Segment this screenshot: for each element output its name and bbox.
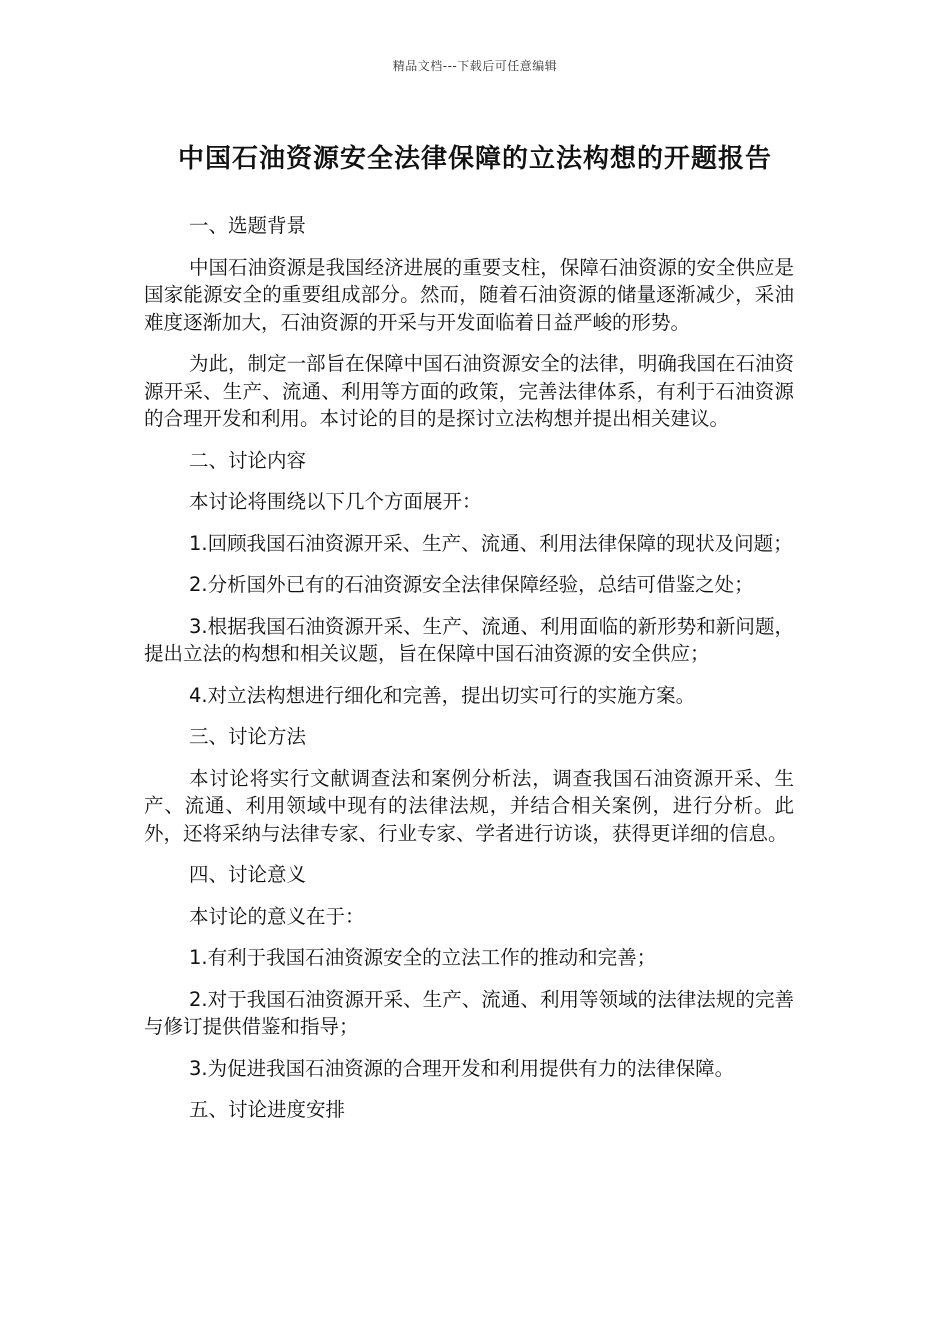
paragraph-content-intro: 本讨论将围绕以下几个方面展开：	[189, 490, 482, 513]
header-note: 精品文档---下载后可任意编辑	[392, 59, 558, 73]
list-item-content-3: 3.根据我国石油资源开采、生产、流通、利用面临的新形势和新问题，提出立法的构想和相关议题，旨在保障中国石油资源的安全供应；	[144, 614, 794, 665]
list-item-significance-2: 2.对于我国石油资源开采、生产、流通、利用等领域的法律法规的完善与修订提供借鉴和指导；	[144, 987, 794, 1038]
section-heading-significance: 四、讨论意义	[189, 863, 307, 886]
paragraph-method: 本讨论将实行文献调查法和案例分析法，调查我国石油资源开采、生产、流通、利用领域中现有的法律法规，并结合相关案例，进行分析。此外，还将采纳与法律专家、行业专家、学者进行访谈，获得更详细的信息。	[144, 766, 794, 845]
list-item-content-4: 4.对立法构想进行细化和完善，提出切实可行的实施方案。	[189, 683, 696, 707]
section-heading-background: 一、选题背景	[189, 214, 307, 237]
paragraph-significance-intro: 本讨论的意义在于：	[189, 904, 365, 928]
list-item-content-2: 2.分析国外已有的石油资源安全法律保障经验，总结可借鉴之处；	[189, 573, 754, 596]
section-heading-content: 二、讨论内容	[189, 448, 307, 472]
paragraph-background-1: 中国石油资源是我国经济进展的重要支柱，保障石油资源的安全供应是国家能源安全的重要组成部分。然而，随着石油资源的储量逐渐减少，采油难度逐渐加大，石油资源的开采与开发面临着日益严峻的形势。	[144, 255, 794, 334]
paragraph-background-2: 为此，制定一部旨在保障中国石油资源安全的法律，明确我国在石油资源开采、生产、流通、利用等方面的政策，完善法律体系，有利于石油资源的合理开发和利用。本讨论的目的是探讨立法构想并提出相关建议。	[144, 352, 794, 430]
list-item-content-1: 1.回顾我国石油资源开采、生产、流通、利用法律保障的现状及问题；	[189, 531, 793, 555]
document-title: 中国石油资源安全法律保障的立法构想的开题报告	[177, 144, 772, 174]
document-body	[144, 212, 794, 1138]
section-heading-method: 三、讨论方法	[189, 725, 307, 748]
list-item-significance-3: 3.为促进我国石油资源的合理开发和利用提供有力的法律保障。	[189, 1056, 735, 1080]
list-item-significance-1: 1.有利于我国石油资源安全的立法工作的推动和完善；	[189, 946, 657, 969]
section-heading-schedule: 五、讨论进度安排	[189, 1098, 346, 1121]
